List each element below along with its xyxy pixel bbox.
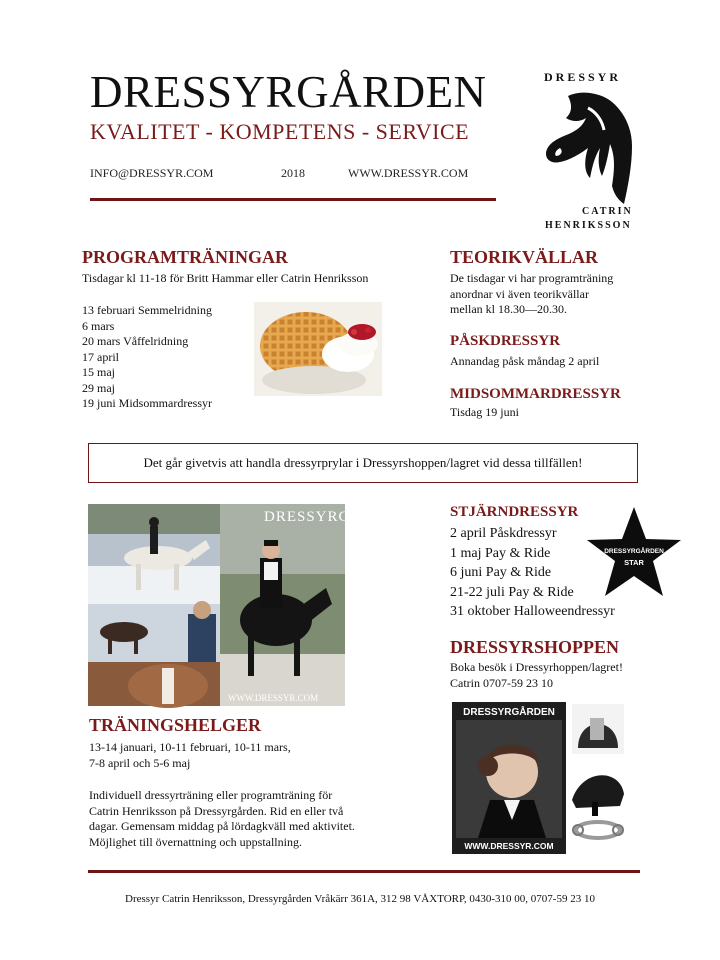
list-item: 7-8 april och 5-6 maj: [89, 755, 191, 770]
teorikvallar-heading: TEORIKVÄLLAR: [450, 247, 599, 267]
list-item: 1 maj Pay & Ride: [450, 545, 551, 561]
tagline: KVALITET - KOMPETENS - SERVICE: [90, 119, 470, 144]
teorikvallar-text: [450, 271, 613, 318]
list-item: 29 maj: [82, 380, 115, 395]
text-line: anordnar vi även teorikvällar: [450, 286, 589, 301]
programtraningar-dates: [82, 303, 212, 412]
list-item: 31 oktober Halloweendressyr: [450, 604, 615, 619]
logo-bottom-line2: HENRIKSSON: [545, 220, 632, 231]
midsommardressyr-heading: MIDSOMMARDRESSYR: [450, 386, 621, 402]
traningshelger-description: [89, 788, 355, 850]
list-item: 6 mars: [82, 318, 115, 333]
paskdressyr-heading: PÅSKDRESSYR: [450, 333, 561, 349]
shop-ad-url-text: WWW.DRESSYR.COM: [464, 841, 554, 851]
page-title: DRESSYRGÅRDEN: [90, 67, 487, 117]
dressyrshoppen-heading: DRESSYRSHOPPEN: [450, 637, 620, 657]
stjarndressyr-heading: STJÄRNDRESSYR: [450, 504, 579, 520]
list-item: 13 februari Semmelridning: [82, 303, 212, 317]
list-item: 19 juni Midsommardressyr: [82, 396, 212, 410]
text-line: Individuell dressyrträning eller programträning för: [89, 788, 333, 802]
horse-logo-icon: [540, 88, 640, 206]
programtraningar-heading: PROGRAMTRÄNINGAR: [82, 247, 288, 267]
list-item: 15 maj: [82, 365, 115, 379]
list-item: 17 april: [82, 349, 119, 364]
shop-ad-photo: [452, 702, 628, 854]
text-line: Catrin 0707-59 23 10: [450, 675, 553, 690]
midsommardressyr-text: Tisdag 19 juni: [450, 405, 519, 419]
collage-brand-text: DRESSYRGÅRDEN: [264, 509, 408, 525]
year-label: 2018: [281, 166, 305, 180]
text-line: Boka besök i Dressyrhoppen/lagret!: [450, 660, 623, 674]
star-badge-icon: [584, 505, 684, 601]
notice-text: Det går givetvis att handla dressyrprylar i Dressyrshoppen/lagret vid dessa tillfällen!: [143, 455, 583, 470]
list-item: 2 april Påskdressyr: [450, 526, 557, 541]
traningshelger-dates: [89, 740, 291, 771]
footer-address: Dressyr Catrin Henriksson, Dressyrgården Vråkärr 361A, 312 98 VÅXTORP, 0430-310 00, 0707-59 23 10: [125, 893, 595, 905]
logo-bottom-line1: CATRIN: [582, 206, 633, 217]
star-line2-text: STAR: [624, 558, 644, 567]
list-item: 6 juni Pay & Ride: [450, 565, 552, 580]
shop-ad-brand-text: DRESSYRGÅRDEN: [463, 707, 555, 718]
text-line: Catrin Henriksson på Dressyrgården. Rid en eller två: [89, 803, 344, 818]
star-line1-text: DRESSYRGÅRDEN: [604, 548, 664, 555]
logo-top-text: DRESSYR: [544, 70, 622, 84]
email-link[interactable]: INFO@DRESSYR.COM: [90, 166, 214, 180]
paskdressyr-text: Annandag påsk måndag 2 april: [450, 354, 600, 368]
text-line: Möjlighet till övernattning och uppstallning.: [89, 834, 302, 849]
notice-box: [88, 443, 638, 483]
traningshelger-heading: TRÄNINGSHELGER: [89, 715, 262, 735]
list-item: 13-14 januari, 10-11 februari, 10-11 mars,: [89, 740, 291, 754]
website-link[interactable]: WWW.DRESSYR.COM: [348, 166, 469, 180]
horse-collage-photo: [88, 504, 408, 706]
text-line: De tisdagar vi har programträning: [450, 271, 614, 285]
waffle-photo: [254, 302, 382, 396]
dressyrshoppen-text: [450, 660, 623, 691]
collage-url-text: WWW.DRESSYR.COM: [228, 693, 319, 703]
header-divider: [90, 198, 496, 201]
list-item: 20 mars Våffelridning: [82, 334, 189, 348]
programtraningar-intro: Tisdagar kl 11-18 för Britt Hammar eller Catrin Henriksson: [82, 271, 369, 285]
text-line: dagar. Gemensam middag på lördagkväll med aktivitet.: [89, 819, 355, 833]
footer-divider: [88, 870, 640, 873]
text-line: mellan kl 18.30—20.30.: [450, 302, 567, 316]
list-item: 21-22 juli Pay & Ride: [450, 584, 574, 600]
